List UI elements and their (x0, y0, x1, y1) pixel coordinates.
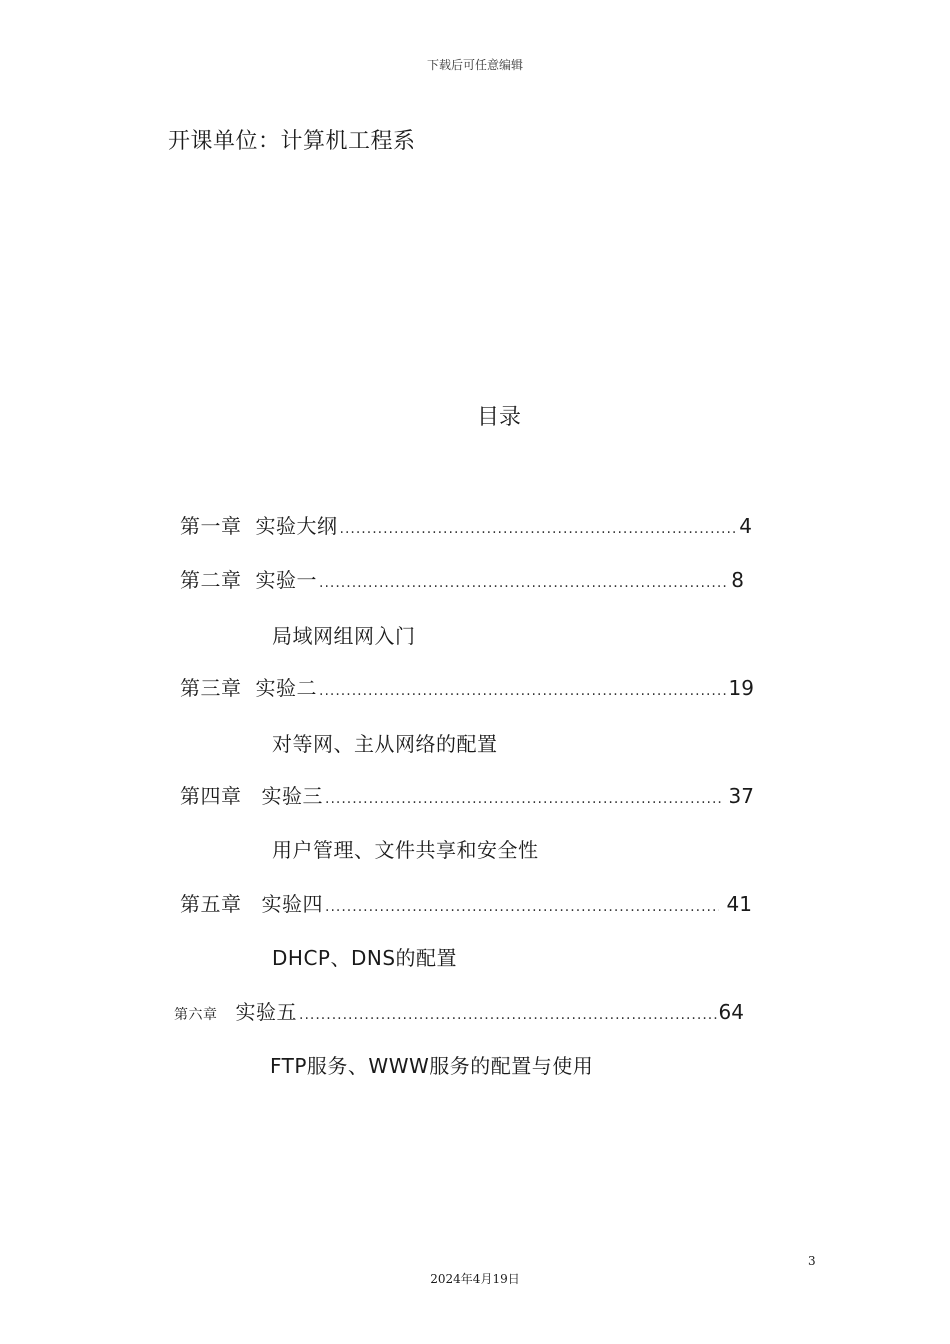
toc-entry-title: 实验大纲 (255, 514, 338, 538)
toc-page-number: 19 (728, 676, 754, 700)
toc-chapter-label: 第二章 (180, 568, 242, 592)
toc-entry-subtitle: DHCP、DNS的配置 (272, 946, 458, 970)
toc-chapter-label: 第四章 (180, 784, 242, 808)
toc-entry[interactable] (174, 996, 744, 1026)
toc-entry-subtitle: 对等网、主从网络的配置 (272, 732, 498, 756)
toc-dot-leader (319, 575, 729, 591)
toc-entry-title: 实验五 (235, 1000, 297, 1024)
toc-chapter-label: 第三章 (180, 676, 242, 700)
toc-dot-leader (299, 1007, 717, 1023)
toc-entry[interactable] (180, 888, 752, 918)
toc-page-number: 4 (739, 514, 752, 538)
toc-chapter-label: 第五章 (180, 892, 242, 916)
toc-dot-leader (319, 683, 727, 699)
toc-entry-subtitle: FTP服务、WWW服务的配置与使用 (270, 1054, 594, 1078)
footer-date: 2024年4月19日 (430, 1272, 520, 1286)
toc-dot-leader (340, 521, 738, 537)
toc-entry-title: 实验三 (261, 784, 323, 808)
toc-entry[interactable] (180, 564, 744, 594)
toc-entry-title: 实验二 (255, 676, 317, 700)
toc-page-number: 64 (718, 1000, 744, 1024)
toc-entry[interactable] (180, 510, 752, 540)
toc-dot-leader (325, 791, 721, 807)
toc-entry-subtitle: 用户管理、文件共享和安全性 (272, 838, 539, 862)
toc-entry[interactable] (180, 780, 754, 810)
toc-chapter-label: 第六章 (174, 1007, 218, 1023)
toc-page-number: 37 (728, 784, 754, 808)
toc-chapter-label: 第一章 (180, 514, 242, 538)
department-line: 开课单位：计算机工程系 (168, 129, 416, 154)
toc-entry-subtitle: 局域网组网入门 (272, 624, 416, 648)
header-note: 下载后可任意编辑 (426, 58, 523, 72)
toc-page-number: 41 (726, 892, 752, 916)
toc-dot-leader (325, 899, 719, 915)
toc-entry-title: 实验一 (255, 568, 317, 592)
toc-page-number: 8 (731, 568, 744, 592)
page-number: 3 (808, 1254, 816, 1268)
toc-title: 目录 (476, 405, 521, 430)
toc-entry-title: 实验四 (261, 892, 323, 916)
toc-entry[interactable] (180, 672, 754, 702)
